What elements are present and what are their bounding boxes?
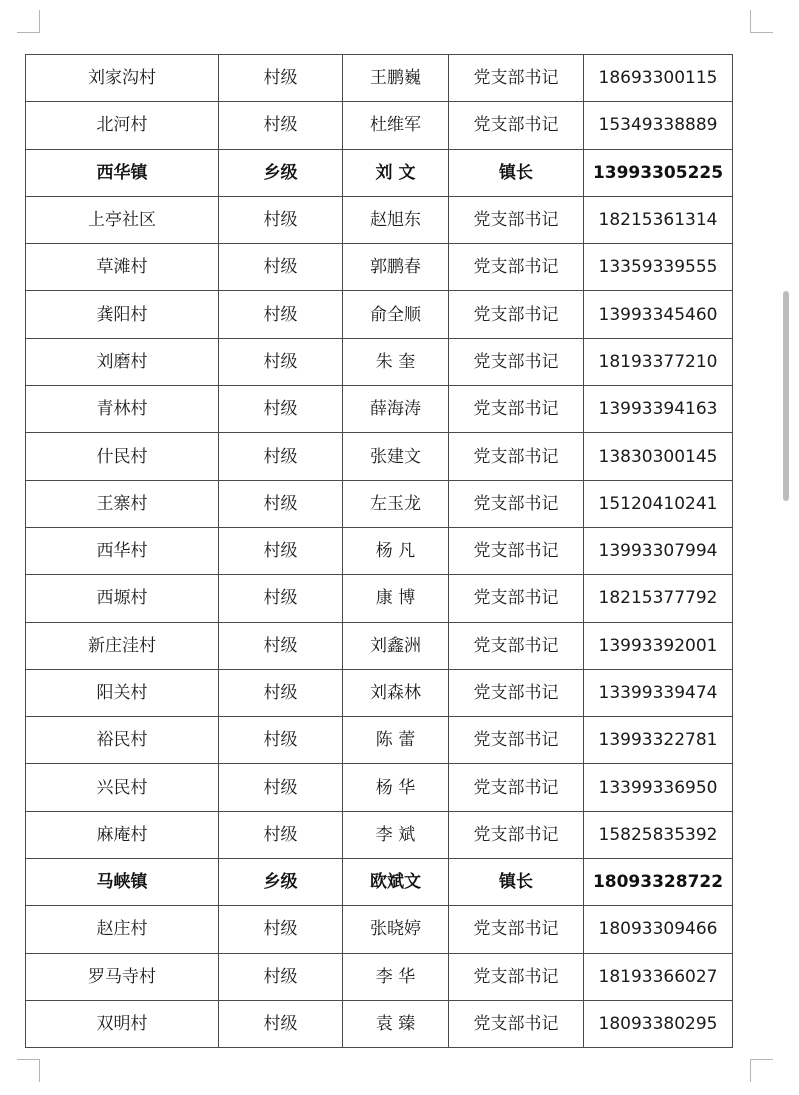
level-cell: 村级 (219, 102, 343, 149)
person-name-cell: 刘 文 (343, 149, 449, 196)
unit-name-cell: 刘家沟村 (26, 55, 219, 102)
position-cell: 党支部书记 (449, 717, 584, 764)
unit-name-cell: 赵庄村 (26, 906, 219, 953)
position-cell: 党支部书记 (449, 102, 584, 149)
person-name-cell: 张建文 (343, 433, 449, 480)
position-cell: 党支部书记 (449, 196, 584, 243)
level-cell: 村级 (219, 811, 343, 858)
level-cell: 村级 (219, 433, 343, 480)
table-row (26, 622, 733, 669)
table-row (26, 55, 733, 102)
level-cell: 村级 (219, 244, 343, 291)
contact-table (25, 54, 733, 1048)
position-cell: 党支部书记 (449, 764, 584, 811)
unit-name-cell: 青林村 (26, 386, 219, 433)
level-cell: 村级 (219, 953, 343, 1000)
phone-cell: 13399339474 (584, 669, 733, 716)
position-cell: 党支部书记 (449, 433, 584, 480)
unit-name-cell: 西华村 (26, 527, 219, 574)
level-cell: 村级 (219, 527, 343, 574)
person-name-cell: 袁 臻 (343, 1000, 449, 1047)
person-name-cell: 俞全顺 (343, 291, 449, 338)
unit-name-cell: 双明村 (26, 1000, 219, 1047)
crop-mark-top-left (17, 10, 40, 33)
phone-cell: 13830300145 (584, 433, 733, 480)
table-row (26, 811, 733, 858)
person-name-cell: 杨 凡 (343, 527, 449, 574)
phone-cell: 13993394163 (584, 386, 733, 433)
table-row (26, 102, 733, 149)
vertical-scrollbar[interactable] (783, 291, 789, 501)
unit-name-cell: 新庄洼村 (26, 622, 219, 669)
table-row (26, 433, 733, 480)
unit-name-cell: 裕民村 (26, 717, 219, 764)
position-cell: 党支部书记 (449, 480, 584, 527)
level-cell: 乡级 (219, 149, 343, 196)
person-name-cell: 郭鹏春 (343, 244, 449, 291)
unit-name-cell: 王寨村 (26, 480, 219, 527)
table-row (26, 480, 733, 527)
crop-mark-bottom-right (750, 1059, 773, 1082)
level-cell: 村级 (219, 717, 343, 764)
level-cell: 村级 (219, 480, 343, 527)
unit-name-cell: 刘磨村 (26, 338, 219, 385)
phone-cell: 13993305225 (584, 149, 733, 196)
phone-cell: 18215361314 (584, 196, 733, 243)
crop-mark-bottom-left (17, 1059, 40, 1082)
person-name-cell: 刘森林 (343, 669, 449, 716)
phone-cell: 15120410241 (584, 480, 733, 527)
level-cell: 村级 (219, 196, 343, 243)
person-name-cell: 康 博 (343, 575, 449, 622)
unit-name-cell: 罗马寺村 (26, 953, 219, 1000)
level-cell: 乡级 (219, 859, 343, 906)
level-cell: 村级 (219, 622, 343, 669)
person-name-cell: 李 华 (343, 953, 449, 1000)
phone-cell: 18215377792 (584, 575, 733, 622)
unit-name-cell: 北河村 (26, 102, 219, 149)
position-cell: 党支部书记 (449, 575, 584, 622)
unit-name-cell: 草滩村 (26, 244, 219, 291)
person-name-cell: 朱 奎 (343, 338, 449, 385)
table-row (26, 906, 733, 953)
level-cell: 村级 (219, 291, 343, 338)
position-cell: 镇长 (449, 149, 584, 196)
person-name-cell: 欧斌文 (343, 859, 449, 906)
person-name-cell: 陈 蕾 (343, 717, 449, 764)
town-row (26, 859, 733, 906)
position-cell: 党支部书记 (449, 1000, 584, 1047)
table-row (26, 764, 733, 811)
person-name-cell: 杜维军 (343, 102, 449, 149)
position-cell: 党支部书记 (449, 291, 584, 338)
phone-cell: 13399336950 (584, 764, 733, 811)
phone-cell: 13993322781 (584, 717, 733, 764)
position-cell: 党支部书记 (449, 622, 584, 669)
position-cell: 党支部书记 (449, 811, 584, 858)
phone-cell: 15349338889 (584, 102, 733, 149)
unit-name-cell: 上亭社区 (26, 196, 219, 243)
table-row (26, 1000, 733, 1047)
position-cell: 党支部书记 (449, 55, 584, 102)
position-cell: 党支部书记 (449, 244, 584, 291)
level-cell: 村级 (219, 338, 343, 385)
unit-name-cell: 龚阳村 (26, 291, 219, 338)
phone-cell: 18193366027 (584, 953, 733, 1000)
table-row (26, 196, 733, 243)
position-cell: 党支部书记 (449, 669, 584, 716)
crop-mark-top-right (750, 10, 773, 33)
position-cell: 党支部书记 (449, 338, 584, 385)
person-name-cell: 左玉龙 (343, 480, 449, 527)
table-row (26, 386, 733, 433)
position-cell: 镇长 (449, 859, 584, 906)
unit-name-cell: 马峡镇 (26, 859, 219, 906)
phone-cell: 18193377210 (584, 338, 733, 385)
person-name-cell: 赵旭东 (343, 196, 449, 243)
position-cell: 党支部书记 (449, 527, 584, 574)
phone-cell: 18093380295 (584, 1000, 733, 1047)
level-cell: 村级 (219, 386, 343, 433)
unit-name-cell: 麻庵村 (26, 811, 219, 858)
phone-cell: 18693300115 (584, 55, 733, 102)
level-cell: 村级 (219, 906, 343, 953)
phone-cell: 13993307994 (584, 527, 733, 574)
table-row (26, 338, 733, 385)
person-name-cell: 王鹏巍 (343, 55, 449, 102)
person-name-cell: 薛海涛 (343, 386, 449, 433)
phone-cell: 18093328722 (584, 859, 733, 906)
table-row (26, 244, 733, 291)
phone-cell: 13993345460 (584, 291, 733, 338)
person-name-cell: 张晓婷 (343, 906, 449, 953)
unit-name-cell: 西塬村 (26, 575, 219, 622)
position-cell: 党支部书记 (449, 906, 584, 953)
table-row (26, 669, 733, 716)
phone-cell: 13359339555 (584, 244, 733, 291)
level-cell: 村级 (219, 669, 343, 716)
level-cell: 村级 (219, 55, 343, 102)
table-row (26, 291, 733, 338)
table-row (26, 575, 733, 622)
contact-table-body (26, 55, 733, 1048)
phone-cell: 15825835392 (584, 811, 733, 858)
table-row (26, 953, 733, 1000)
unit-name-cell: 什民村 (26, 433, 219, 480)
person-name-cell: 刘鑫洲 (343, 622, 449, 669)
level-cell: 村级 (219, 575, 343, 622)
unit-name-cell: 阳关村 (26, 669, 219, 716)
level-cell: 村级 (219, 764, 343, 811)
table-row (26, 527, 733, 574)
position-cell: 党支部书记 (449, 386, 584, 433)
unit-name-cell: 兴民村 (26, 764, 219, 811)
level-cell: 村级 (219, 1000, 343, 1047)
person-name-cell: 李 斌 (343, 811, 449, 858)
person-name-cell: 杨 华 (343, 764, 449, 811)
phone-cell: 13993392001 (584, 622, 733, 669)
town-row (26, 149, 733, 196)
unit-name-cell: 西华镇 (26, 149, 219, 196)
table-row (26, 717, 733, 764)
phone-cell: 18093309466 (584, 906, 733, 953)
position-cell: 党支部书记 (449, 953, 584, 1000)
